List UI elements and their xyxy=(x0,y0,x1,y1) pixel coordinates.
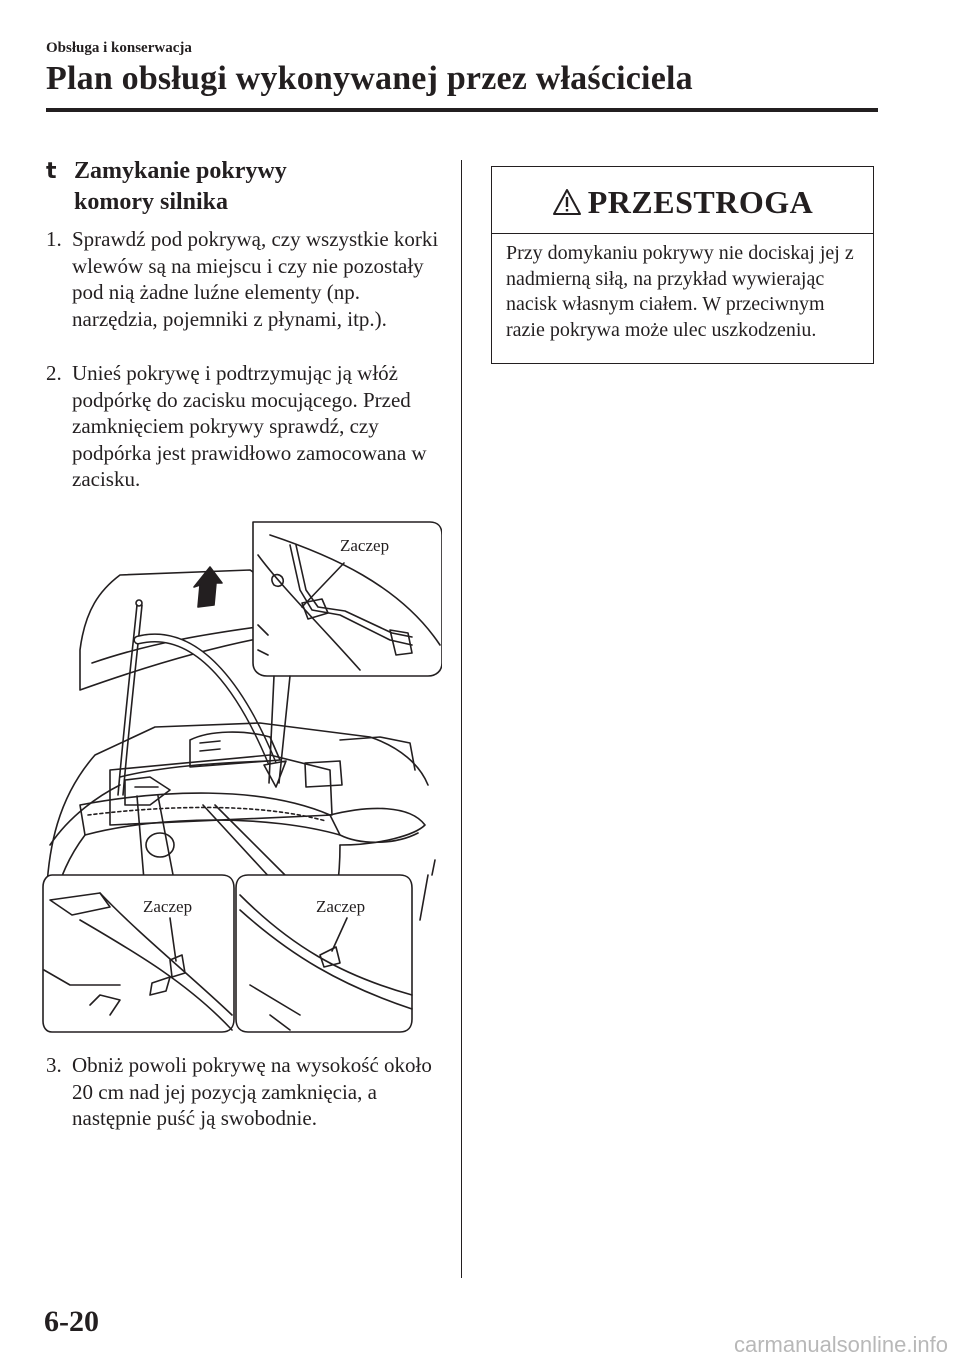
step-1 xyxy=(46,226,446,332)
caution-header xyxy=(492,179,873,225)
label-zaczep-bottom-left: Zaczep xyxy=(143,897,193,916)
step-3 xyxy=(46,1052,446,1132)
page-title: Plan obsługi wykonywanej przez właściciela xyxy=(46,60,693,97)
section-heading-line2: komory silnika xyxy=(74,189,229,215)
step-number: 1. xyxy=(46,227,62,251)
caution-title: PRZESTROGA xyxy=(587,183,814,220)
section-heading-line1: Zamykanie pokrywy xyxy=(74,158,287,184)
title-rule xyxy=(46,108,878,112)
page-number: 6-20 xyxy=(44,1305,99,1338)
warning-triangle-icon xyxy=(552,188,582,216)
breadcrumb: Obsługa i konserwacja xyxy=(46,40,192,56)
column-divider xyxy=(461,160,462,1278)
engine-hood-figure xyxy=(40,515,442,1040)
step-text: Sprawdź pod pokrywą, czy wszystkie korki wlewów są na miejscu i czy nie pozostały pod nią żadne luźne elementy (np. narzędzia, pojemniki z płynami, itp.). xyxy=(72,227,439,331)
section-heading xyxy=(46,156,446,217)
step-number: 3. xyxy=(46,1053,62,1077)
watermark: carmanualsonline.info xyxy=(733,1332,948,1357)
step-2 xyxy=(46,360,446,493)
label-zaczep-bottom-right: Zaczep xyxy=(316,897,366,916)
step-number: 2. xyxy=(46,361,62,385)
section-bullet: t xyxy=(46,159,57,184)
caution-box xyxy=(491,166,874,364)
caution-text: Przy domykaniu pokrywy nie dociskaj jej z nadmierną siłą, na przykład wywierając nacisk własnym ciałem. W przeciwnym razie pokrywa może ulec uszkodzeniu. xyxy=(506,242,854,341)
label-zaczep-top: Zaczep xyxy=(340,536,390,555)
step-text: Obniż powoli pokrywę na wysokość około 20 cm nad jej pozycją zamknięcia, a następnie puść ją swobodnie. xyxy=(72,1053,432,1131)
step-text: Unieś pokrywę i podtrzymując ją włóż podpórkę do zacisku mocującego. Przed zamknięciem pokrywy sprawdź, czy podpórka jest prawidłowo zamocowana w zacisku. xyxy=(72,361,427,492)
